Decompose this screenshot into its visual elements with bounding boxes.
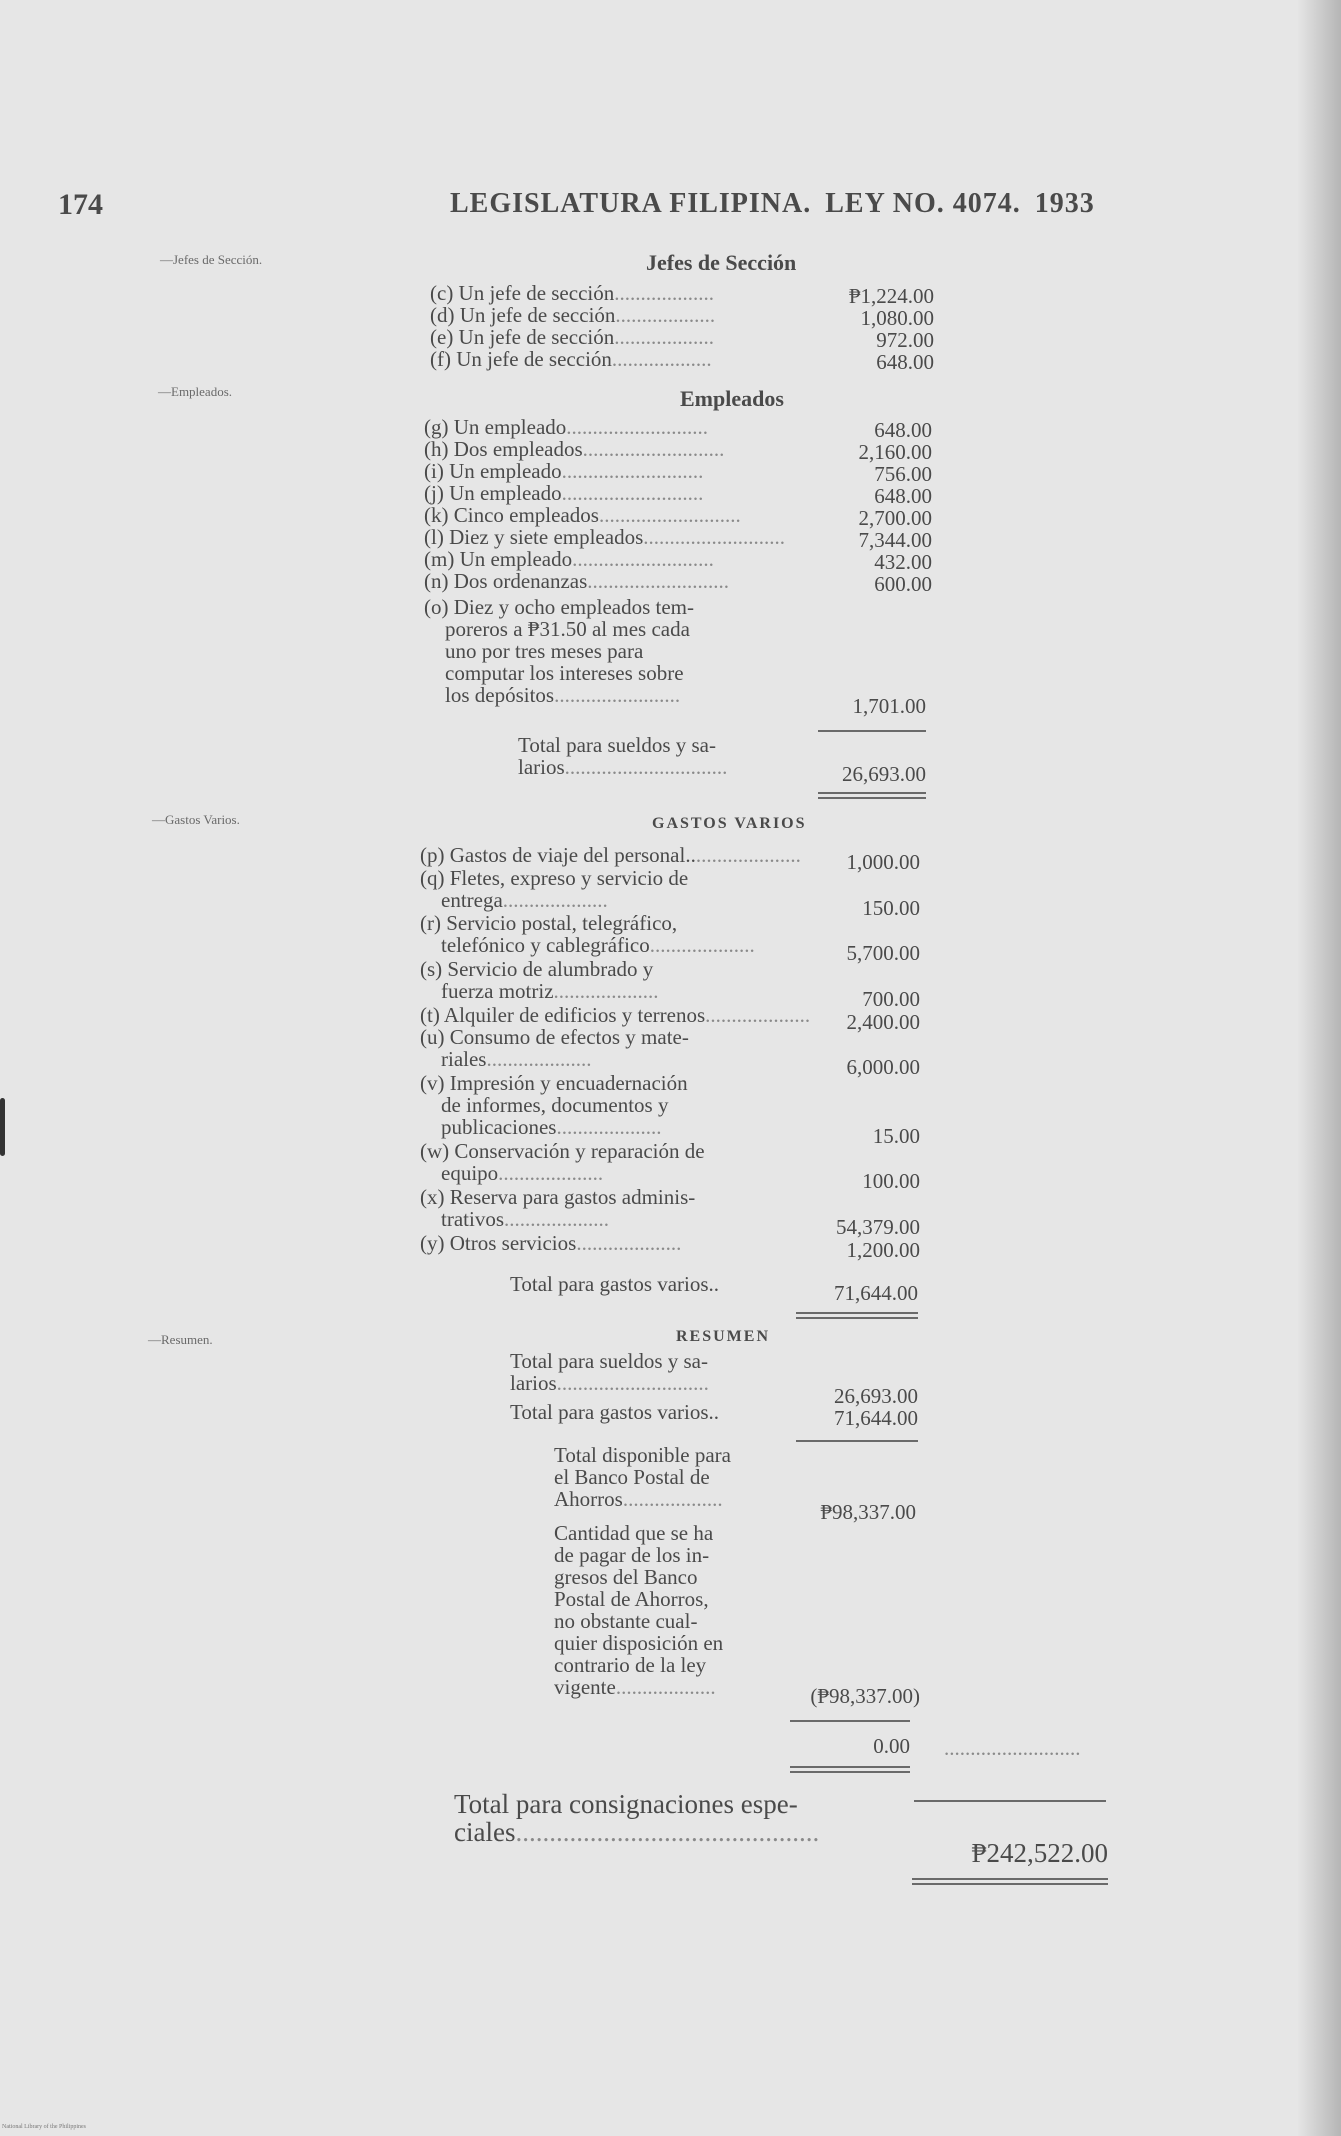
page-number: 174: [58, 188, 103, 221]
gastos-item-amount: 54,379.00: [836, 1214, 920, 1239]
empleados-item-amount: 756.00: [874, 462, 932, 486]
empleados-item-label: (h) Dos empleados...........................: [424, 437, 725, 461]
resumen-sueldos-label: Total para sueldos y sa- larios.............................: [510, 1349, 709, 1395]
gastos-item-label: (u) Consumo de efectos y mate- riales....................: [420, 1025, 689, 1072]
empleados-item-label: (j) Un empleado...........................: [424, 481, 704, 505]
section-heading-resumen: RESUMEN: [676, 1328, 771, 1345]
margin-note-gastos: —Gastos Varios.: [152, 812, 240, 827]
page-edge-shadow: [1297, 0, 1341, 2136]
item-o-label: (o) Diez y ocho empleados tem- poreros a ₱31.50 al mes cada uno por tres meses para computar los intereses sobre los depósitos........................: [424, 595, 694, 707]
rule: [796, 1440, 918, 1442]
empleados-item-label: (i) Un empleado...........................: [424, 459, 704, 483]
grand-total-label: Total para consignaciones espe- ciales.............................................: [454, 1789, 820, 1847]
double-rule: [912, 1878, 1108, 1885]
gastos-item-amount: 15.00: [872, 1123, 920, 1148]
gastos-item-label: (w) Conservación y reparación de equipo....................: [420, 1139, 705, 1186]
jefes-item-label: (e) Un jefe de sección...................: [430, 325, 714, 349]
leader-dots: ..........................: [944, 1736, 1081, 1760]
jefes-item-amount: 648.00: [876, 350, 934, 374]
empleados-item-label: (g) Un empleado...........................: [424, 415, 709, 439]
gastos-item-amount: 100.00: [862, 1169, 920, 1194]
gastos-item-label: (y) Otros servicios....................: [420, 1230, 682, 1255]
gastos-item-label: (v) Impresión y encuadernación de informes, documentos y publicaciones....................: [420, 1071, 688, 1139]
gastos-item-label: (x) Reserva para gastos adminis- trativos....................: [420, 1185, 696, 1231]
gastos-item-label: (s) Servicio de alumbrado y fuerza motriz....................: [420, 957, 659, 1003]
resumen-gastos-label: Total para gastos varios..: [510, 1400, 720, 1424]
double-rule: [796, 1312, 918, 1319]
disponible-label: Total disponible para el Banco Postal de Ahorros...................: [554, 1443, 731, 1511]
section-heading-gastos: GASTOS VARIOS: [652, 815, 807, 832]
header-year: 1933: [1034, 188, 1095, 219]
gastos-item-label: (q) Fletes, expreso y servicio de entrega....................: [420, 865, 689, 912]
margin-note-empleados: —Empleados.: [158, 384, 233, 399]
cantidad-amount: (₱98,337.00): [810, 1684, 920, 1708]
rule: [818, 730, 926, 732]
running-header: [444, 188, 1095, 220]
jefes-item-amount: 1,080.00: [860, 306, 934, 330]
gastos-item-amount: 5,700.00: [846, 941, 920, 966]
binding-mark: [0, 1098, 5, 1156]
item-o-amount: 1,701.00: [852, 694, 926, 718]
gastos-item-amount: 1,200.00: [846, 1237, 920, 1262]
empleados-item-amount: 648.00: [874, 484, 932, 508]
resumen-sueldos-amount: 26,693.00: [834, 1384, 918, 1408]
section-heading-empleados: Empleados: [680, 386, 784, 411]
empleados-item-label: (k) Cinco empleados...........................: [424, 503, 741, 527]
footer-credit: National Library of the Philippines: [2, 2124, 86, 2130]
total-sueldos-label: Total para sueldos y sa- larios...............................: [518, 733, 728, 779]
total-gastos-amount: 71,644.00: [834, 1281, 918, 1305]
gastos-item-amount: 1,000.00: [846, 850, 920, 874]
empleados-item-amount: 2,700.00: [858, 506, 932, 530]
section-heading-jefes: Jefes de Sección: [646, 250, 797, 275]
header-title: LEGISLATURA FILIPINA.: [450, 188, 812, 219]
jefes-item-label: (d) Un jefe de sección...................: [430, 303, 716, 327]
gastos-item-amount: 6,000.00: [846, 1055, 920, 1080]
total-sueldos-amount: 26,693.00: [842, 762, 926, 786]
gastos-item-amount: 2,400.00: [846, 1009, 920, 1034]
rule: [790, 1720, 910, 1722]
margin-note-jefes: —Jefes de Sección.: [160, 252, 263, 267]
margin-note-resumen: —Resumen.: [148, 1332, 213, 1347]
net-amount: 0.00: [873, 1734, 910, 1758]
header-law: LEY NO. 4074.: [825, 188, 1021, 219]
empleados-item-amount: 600.00: [874, 572, 932, 596]
jefes-item-amount: ₱1,224.00: [848, 284, 934, 308]
gastos-item-amount: 150.00: [862, 895, 920, 920]
gastos-item-label: (p) Gastos de viaje del personal......................: [420, 843, 801, 867]
empleados-item-label: (m) Un empleado...........................: [424, 547, 714, 571]
double-rule: [790, 1766, 910, 1773]
empleados-item-amount: 648.00: [874, 418, 932, 442]
gastos-item-label: (t) Alquiler de edificios y terrenos....................: [420, 1002, 811, 1027]
double-rule: [818, 792, 926, 799]
jefes-item-label: (f) Un jefe de sección...................: [430, 347, 712, 371]
empleados-item-label: (l) Diez y siete empleados...........................: [424, 525, 785, 549]
total-gastos-label: Total para gastos varios..: [510, 1272, 720, 1296]
grand-total-amount: ₱242,522.00: [971, 1838, 1108, 1868]
gastos-item-amount: 700.00: [862, 986, 920, 1011]
jefes-item-amount: 972.00: [876, 328, 934, 352]
empleados-item-amount: 7,344.00: [858, 528, 932, 552]
gastos-item-label: (r) Servicio postal, telegráfico, telefónico y cablegráfico....................: [420, 911, 755, 958]
resumen-gastos-amount: 71,644.00: [834, 1406, 918, 1430]
jefes-item-label: (c) Un jefe de sección...................: [430, 281, 714, 305]
disponible-amount: ₱98,337.00: [820, 1500, 916, 1524]
rule: [914, 1800, 1106, 1802]
empleados-item-amount: 2,160.00: [858, 440, 932, 464]
cantidad-label: Cantidad que se ha de pagar de los in- gresos del Banco Postal de Ahorros, no obstante cual- quier disposición en contrario de la ley vigente...................: [554, 1521, 724, 1699]
empleados-item-amount: 432.00: [874, 550, 932, 574]
empleados-item-label: (n) Dos ordenanzas...........................: [424, 569, 730, 593]
